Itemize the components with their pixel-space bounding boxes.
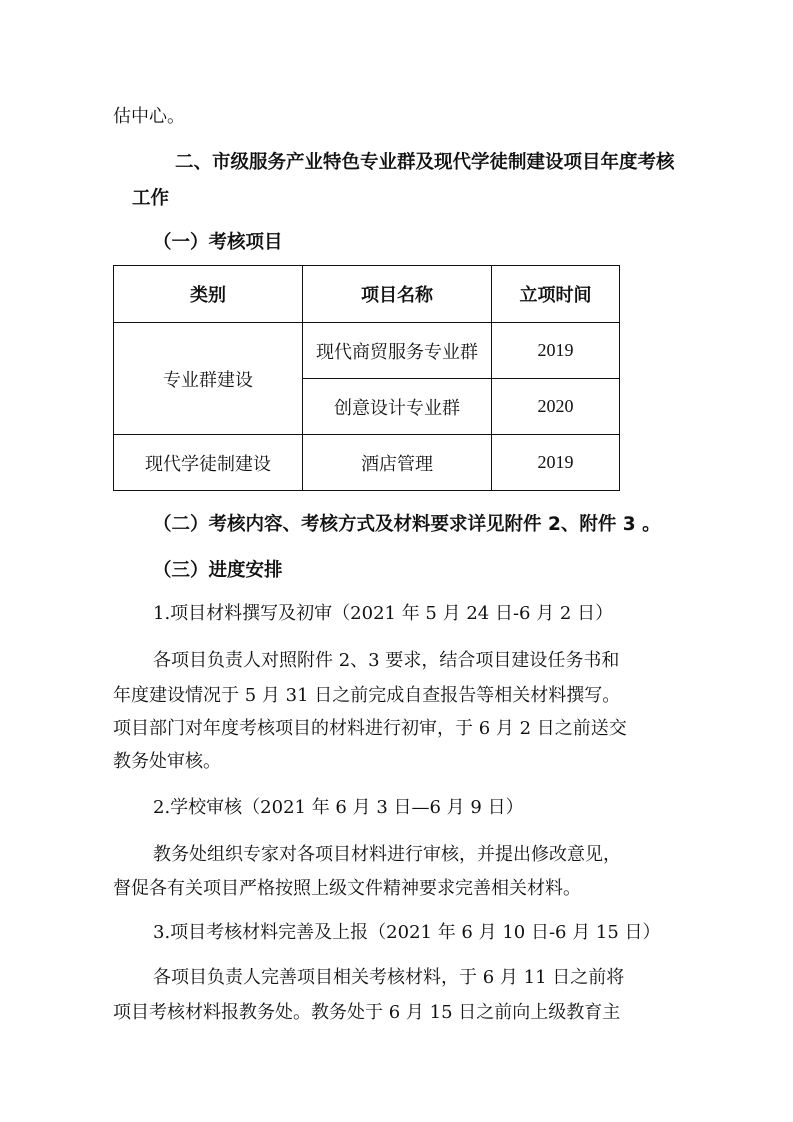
project-name-cell: 现代商贸服务专业群 — [303, 323, 492, 379]
header-approval-time: 立项时间 — [492, 266, 620, 323]
step1-paragraph-line: 各项目负责人对照附件 2、3 要求，结合项目建设任务书和 — [153, 650, 620, 671]
table-header-row — [114, 266, 620, 323]
sub3-heading: （三）进度安排 — [153, 560, 283, 581]
step2-paragraph-line: 教务处组织专家对各项目材料进行审核，并提出修改意见， — [153, 844, 621, 865]
table-row — [114, 435, 620, 491]
category-cell: 专业群建设 — [114, 323, 303, 435]
section2-heading-line1: 二、市级服务产业特色专业群及现代学徒制建设项目年度考核 — [175, 152, 675, 173]
approval-year-cell: 2020 — [492, 379, 620, 435]
category-cell: 现代学徒制建设 — [114, 435, 303, 491]
project-table — [113, 265, 620, 491]
step1-paragraph-line: 教务处审核。 — [113, 751, 221, 772]
step3-title: 3.项目考核材料完善及上报（2021 年 6 月 10 日-6 月 15 日） — [153, 922, 661, 943]
sub1-heading: （一）考核项目 — [153, 232, 283, 253]
approval-year-cell: 2019 — [492, 435, 620, 491]
sub2-heading: （二）考核内容、考核方式及材料要求详见附件 2、附件 3 。 — [153, 514, 661, 535]
approval-year-cell: 2019 — [492, 323, 620, 379]
step3-paragraph-line: 项目考核材料报教务处。教务处于 6 月 15 日之前向上级教育主 — [113, 1002, 621, 1023]
step1-title: 1.项目材料撰写及初审（2021 年 5 月 24 日-6 月 2 日） — [153, 603, 614, 624]
step2-paragraph-line: 督促各有关项目严格按照上级文件精神要求完善相关材料。 — [113, 878, 581, 899]
project-name-cell: 酒店管理 — [303, 435, 492, 491]
section2-heading-line2: 工作 — [132, 188, 170, 209]
project-name-cell: 创意设计专业群 — [303, 379, 492, 435]
table-row — [114, 323, 620, 379]
step1-paragraph-line: 年度建设情况于 5 月 31 日之前完成自查报告等相关材料撰写。 — [113, 685, 621, 706]
step2-title: 2.学校审核（2021 年 6 月 3 日—6 月 9 日） — [153, 797, 524, 818]
header-category: 类别 — [114, 266, 303, 323]
step3-paragraph-line: 各项目负责人完善项目相关考核材料，于 6 月 11 日之前将 — [153, 967, 625, 988]
intro-tail-text: 估中心。 — [113, 106, 185, 127]
header-project-name: 项目名称 — [303, 266, 492, 323]
step1-paragraph-line: 项目部门对年度考核项目的材料进行初审，于 6 月 2 日之前送交 — [113, 718, 627, 739]
